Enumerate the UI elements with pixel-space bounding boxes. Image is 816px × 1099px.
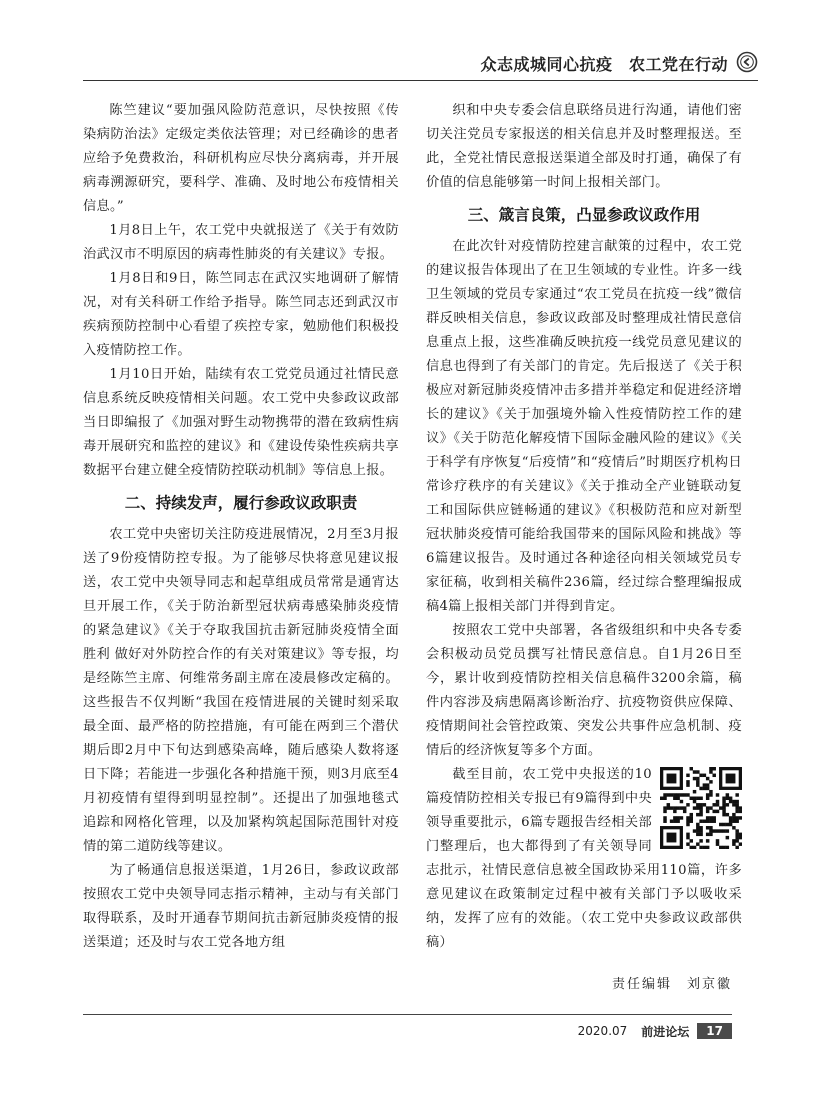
header-rule — [83, 80, 758, 81]
issue-number: 2020.07 — [577, 1024, 628, 1038]
header-title: 众志成城同心抗疫 农工党在行动 — [480, 55, 728, 74]
paragraph: 织和中央专委会信息联络员进行沟通，请他们密切关注党员专家报送的相关信息并及时整理报送。至此，全党社情民意报送渠道全部及时打通，确保了有价值的信息能够第一时间上报相关部门。 — [426, 103, 742, 190]
qr-code[interactable] — [660, 767, 742, 849]
paragraph: 在此次针对疫情防控建言献策的过程中，农工党的建议报告体现出了在卫生领域的专业性。许多一线卫生领域的党员专家通过“农工党员在抗疫一线”微信群反映相关信息，参政议政部及时整理成社情民意信息重点上报，这些准确反映抗疫一线党员意见建议的信息也得到了有关部门的肯定。先后报送了《关于积极应对新冠肺炎疫情冲击多措并举稳定和促进经济增长的建议》《关于加强境外输入性疫情防控工作的建议》《关于防范化解疫情下国际金融风险的建议》《关于科学有序恢复“后疫情”和“疫情后”时期医疗机构日常诊疗秩序的有关建议》《关于推动全产业链联动复工和国际供应链畅通的建议》《积极防范和应对新型冠状肺炎疫情可能给我国带来的国际风险和挑战》等6篇建议报告。及时通过各种途径向相关领域党员专家征稿，收到相关稿件236篇，经过综合整理编报成稿4篇上报相关部门并得到肯定。 — [426, 239, 742, 614]
paragraph: 1月10日开始，陆续有农工党党员通过社情民意信息系统反映疫情相关问题。农工党中央参政议政部当日即编报了《加强对野生动物携带的潜在致病性病毒开展研究和监控的建议》和《建设传染性疾病共享数据平台建立健全疫情防控联动机制》等信息上报。 — [83, 367, 399, 478]
source-credit: （农工党中央参政议政部供稿） — [426, 911, 742, 950]
left-column — [83, 99, 399, 955]
page-footer — [578, 1021, 732, 1041]
section-heading-3: 三、箴言良策，凸显参政议政作用 — [467, 206, 701, 224]
paragraph: 按照农工党中央部署，各省级组织和中央各专委会积极动员党员撰写社情民意信息。自1月26日至今，累计收到疫情防控相关信息稿件3200余篇，稿件内容涉及病患隔离诊断治疗、抗疫物资供应保障、疫情期间社会管控政策、突发公共事件应急机制、疫情后的经济恢复等多个方面。 — [426, 623, 742, 758]
paragraph: 1月8日上午，农工党中央就报送了《关于有效防治武汉市不明原因的病毒性肺炎的有关建议》专报。 — [83, 223, 399, 262]
section-heading-2: 二、持续发声，履行参政议政职责 — [124, 494, 358, 512]
paragraph: 农工党中央密切关注防疫进展情况，2月至3月报送了9份疫情防控专报。为了能够尽快将意见建议报送，农工党中央领导同志和起草组成员常常是通宵达旦开展工作，《关于防治新型冠状病毒感染肺炎疫情的紧急建议》《关于夺取我国抗击新冠肺炎疫情全面胜利 做好对外防控合作的有关对策建议》等专报，均是经陈竺主席、何维常务副主席在凌晨修改定稿的。这些报告不仅判断“我国在疫情进展的关键时刻采取最全面、最严格的防控措施，有可能在两到三个潜伏期后即2月中下旬达到感染高峰，随后感染人数将逐日下降；若能进一步强化各种措施干预，则3月底至4月初疫情有望得到明显控制”。还提出了加强地毯式追踪和网格化管理，以及加紧构筑起国际范围针对疫情的第二道防线等建议。 — [83, 527, 399, 854]
paragraph: 1月8日和9日，陈竺同志在武汉实地调研了解情况，对有关科研工作给予指导。陈竺同志还到武汉市疾病预防控制中心看望了疾控专家，勉励他们积极投入疫情防控工作。 — [83, 271, 399, 358]
paragraph-last — [426, 763, 742, 955]
paragraph: 为了畅通信息报送渠道，1月26日，参政议政部按照农工党中央领导同志指示精神，主动与有关部门取得联系，及时开通春节期间抗击新冠肺炎疫情的报送渠道；还及时与农工党各地方组 — [83, 863, 399, 950]
right-column — [426, 99, 742, 955]
responsible-editor: 责任编辑 刘京徽 — [611, 977, 732, 992]
circle-arrow-left-icon — [736, 51, 758, 73]
page-number: 17 — [697, 1023, 732, 1039]
journal-name: 前进论坛 — [641, 1024, 690, 1039]
paragraph: 陈竺建议“要加强风险防范意识，尽快按照《传染病防治法》定级定类依法管理；对已经确诊的患者应给予免费救治，科研机构应尽快分离病毒，并开展病毒溯源研究，要科学、准确、及时地公布疫情相关信息。” — [83, 103, 399, 214]
paragraph-text: 截至目前，农工党中央报送的10篇疫情防控相关专报已有9篇得到中央领导重要批示，6篇专题报告经相关部门整理后，也大都得到了有关领导同志批示，社情民意信息被全国政协采用110篇，许多意见建议在政策制定过程中被有关部门予以吸收采纳，发挥了应有的效能。 — [426, 767, 742, 926]
footer-rule — [83, 1014, 732, 1015]
